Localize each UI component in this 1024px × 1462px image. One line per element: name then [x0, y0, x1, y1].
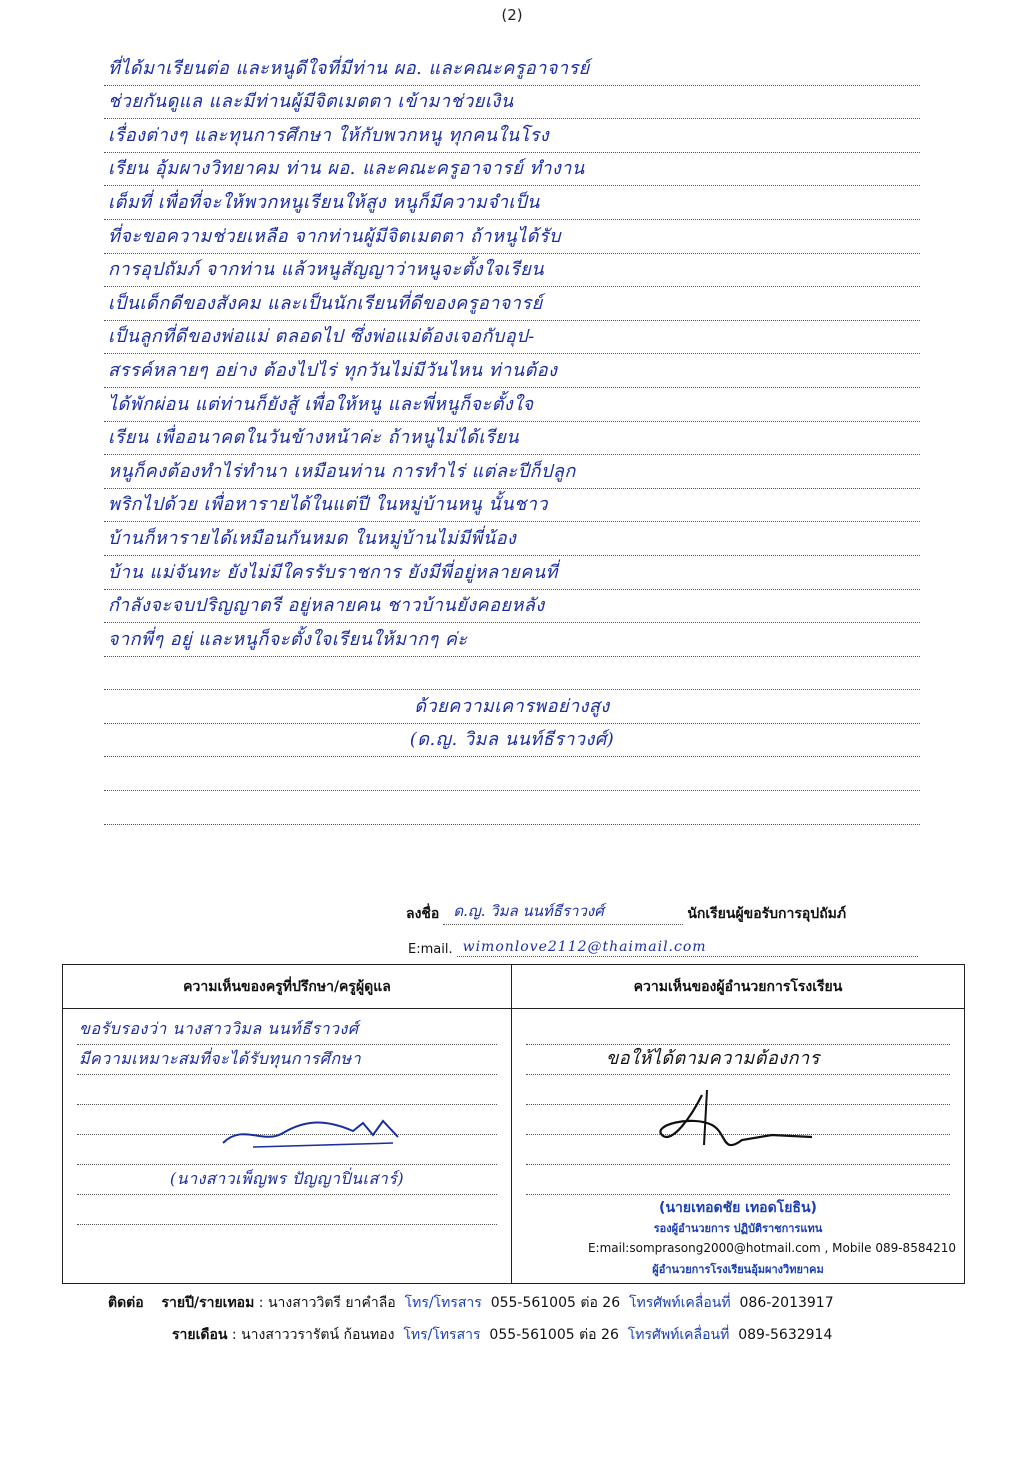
handwritten-text: บ้านก็หารายได้เหมือนกันหมด ในหมู่บ้านไม่มีพี่น้อง	[108, 527, 517, 549]
ruled-line	[104, 791, 920, 825]
handwritten-text: ขอรับรองว่า นางสาววิมล นนท์ธีราวงศ์	[79, 1019, 359, 1038]
signature-row	[406, 902, 966, 925]
principal-name: (นายเทอดชัย เทอดโยธิน)	[659, 1200, 817, 1216]
handwritten-text: ที่จะขอความช่วยเหลือ จากท่านผู้มีจิตเมตตา ถ้าหนูได้รับ	[108, 225, 561, 247]
contact-name: : นางสาววิตรี ยาคำลือ	[258, 1295, 396, 1311]
contact-phone: 055-561005 ต่อ 26	[489, 1327, 619, 1343]
ruled-line	[104, 321, 920, 355]
email-field[interactable]	[457, 936, 918, 957]
ruled-line	[526, 1165, 950, 1195]
handwritten-text: ที่ได้มาเรียนต่อ และหนูดีใจที่มีท่าน ผอ. และคณะครูอาจารย์	[108, 57, 590, 79]
ruled-line	[104, 119, 920, 153]
handwritten-text: จากพี่ๆ อยู่ และหนูก็จะตั้งใจเรียนให้มากๆ ค่ะ	[108, 628, 468, 650]
handwritten-text: เต็มที่ เพื่อที่จะให้พวกหนูเรียนให้สูง หนูก็มีความจำเป็น	[108, 191, 540, 213]
contact-row-monthly	[172, 1324, 832, 1346]
contact-name: : นางสาววรารัตน์ ก้อนทอง	[231, 1327, 395, 1343]
handwritten-text: เรื่องต่างๆ และทุนการศึกษา ให้กับพวกหนู ทุกคนในโรง	[108, 124, 550, 146]
handwritten-text: บ้าน แม่จันทะ ยังไม่มีใครรับราชการ ยังมีพี่อยู่หลายคนที่	[108, 561, 558, 583]
handwritten-text: ขอให้ได้ตามความต้องการ	[606, 1048, 820, 1069]
ruled-line	[104, 153, 920, 187]
contact-mobile-label: โทรศัพท์เคลื่อนที่	[627, 1327, 730, 1343]
ruled-line	[104, 522, 920, 556]
ruled-line	[104, 254, 920, 288]
ruled-line	[104, 186, 920, 220]
signature-name: (ด.ญ. วิมล นนท์ธีราวงศ์)	[409, 729, 615, 751]
handwritten-text: สรรค์หลายๆ อย่าง ต้องไปไร่ ทุกวันไม่มีวันไหน ท่านต้อง	[108, 359, 558, 381]
principal-signature-icon	[632, 1085, 832, 1165]
ruled-line	[77, 1195, 497, 1225]
advisor-opinion-column	[63, 965, 512, 1283]
handwritten-text: เป็นลูกที่ดีของพ่อแม่ ตลอดไป ซึ่งพ่อแม่ต้องเจอกับอุป-	[108, 326, 535, 348]
signature-role: นักเรียนผู้ขอรับการอุปถัมภ์	[687, 906, 847, 922]
contact-phone-label: โทร/โทรสาร	[403, 1327, 481, 1343]
handwritten-text: (นางสาวเพ็ญพร ปัญญาปิ่นเสาร์)	[169, 1169, 405, 1188]
ruled-line	[77, 1045, 497, 1075]
contact-mobile-label: โทรศัพท์เคลื่อนที่	[629, 1295, 731, 1311]
ruled-line	[104, 287, 920, 321]
handwritten-text: ได้พักผ่อน แต่ท่านก็ยังสู้ เพื่อให้หนู และพี่หนูก็จะตั้งใจ	[108, 393, 534, 415]
ruled-line	[77, 1015, 497, 1045]
principal-position-2: ผู้อำนวยการโรงเรียนอุ้มผางวิทยาคม	[652, 1263, 824, 1276]
ruled-line	[104, 556, 920, 590]
ruled-line	[77, 1165, 497, 1195]
handwritten-text: เรียน เพื่ออนาคตในวันข้างหน้าค่ะ ถ้าหนูไม่ได้เรียน	[108, 427, 520, 449]
handwritten-text: มีความเหมาะสมที่จะได้รับทุนการศึกษา	[79, 1049, 362, 1068]
handwritten-text: กำลังจะจบปริญญาตรี อยู่หลายคน ชาวบ้านยังคอยหลัง	[108, 595, 545, 617]
ruled-line	[104, 52, 920, 86]
ruled-line	[104, 86, 920, 120]
principal-position: รองผู้อำนวยการ ปฏิบัติราชการแทน	[653, 1222, 823, 1235]
contact-phone-label: โทร/โทรสาร	[404, 1295, 482, 1311]
handwritten-text: การอุปถัมภ์ จากท่าน แล้วหนูสัญญาว่าหนูจะตั้งใจเรียน	[108, 259, 545, 281]
principal-opinion-column	[512, 965, 964, 1283]
contact-category: รายปี/รายเทอม	[161, 1295, 255, 1311]
principal-opinion-header: ความเห็นของผู้อำนวยการโรงเรียน	[512, 965, 964, 1009]
email-row	[408, 936, 918, 957]
letter-body	[104, 52, 920, 825]
signature-field[interactable]	[443, 902, 683, 925]
handwritten-text: เป็นเด็กดีของสังคม และเป็นนักเรียนที่ดีของครูอาจารย์	[108, 292, 543, 314]
ruled-line	[526, 1015, 950, 1045]
contact-label: ติดต่อ	[108, 1295, 144, 1311]
closing-text: ด้วยความเคารพอย่างสูง	[414, 695, 610, 717]
signature-label: ลงชื่อ	[406, 906, 440, 922]
handwritten-text: เรียน อุ้มผางวิทยาคม ท่าน ผอ. และคณะครูอาจารย์ ทำงาน	[108, 158, 585, 180]
ruled-line	[104, 657, 920, 691]
ruled-line	[104, 489, 920, 523]
ruled-line	[104, 354, 920, 388]
page-number: (2)	[501, 6, 523, 24]
contact-mobile: 086-2013917	[739, 1295, 834, 1311]
ruled-line	[104, 757, 920, 791]
opinion-table	[62, 964, 965, 1284]
ruled-line	[104, 422, 920, 456]
principal-contact: E:mail:somprasong2000@hotmail.com , Mobile 089-8584210	[587, 1241, 956, 1255]
signature-value: ด.ญ. วิมล นนท์ธีราวงศ์	[453, 902, 604, 920]
contact-category: รายเดือน	[172, 1327, 228, 1343]
contact-phone: 055-561005 ต่อ 26	[490, 1295, 621, 1311]
handwritten-text: หนูก็คงต้องทำไร่ทำนา เหมือนท่าน การทำไร่ แต่ละปีก็ปลูก	[108, 460, 576, 482]
handwritten-text: ช่วยกันดูแล และมีท่านผู้มีจิตเมตตา เข้ามาช่วยเงิน	[108, 91, 514, 113]
ruled-line	[104, 455, 920, 489]
ruled-line	[104, 623, 920, 657]
handwritten-text: พริกไปด้วย เพื่อหารายได้ในแต่ปี ในหมู่บ้านหนู นั้นชาว	[108, 494, 548, 516]
advisor-opinion-header: ความเห็นของครูที่ปรึกษา/ครูผู้ดูแล	[63, 965, 511, 1009]
ruled-line	[104, 690, 920, 724]
ruled-line	[526, 1045, 950, 1075]
contact-row-yearly	[108, 1292, 834, 1314]
contact-mobile: 089-5632914	[738, 1327, 833, 1343]
ruled-line	[77, 1075, 497, 1105]
ruled-line	[104, 590, 920, 624]
email-label: E:mail.	[408, 942, 453, 957]
ruled-line	[104, 388, 920, 422]
ruled-line	[104, 724, 920, 758]
ruled-line	[104, 220, 920, 254]
email-value: wimonlove2112@thaimail.com	[462, 939, 707, 955]
advisor-signature-icon	[213, 1113, 413, 1153]
